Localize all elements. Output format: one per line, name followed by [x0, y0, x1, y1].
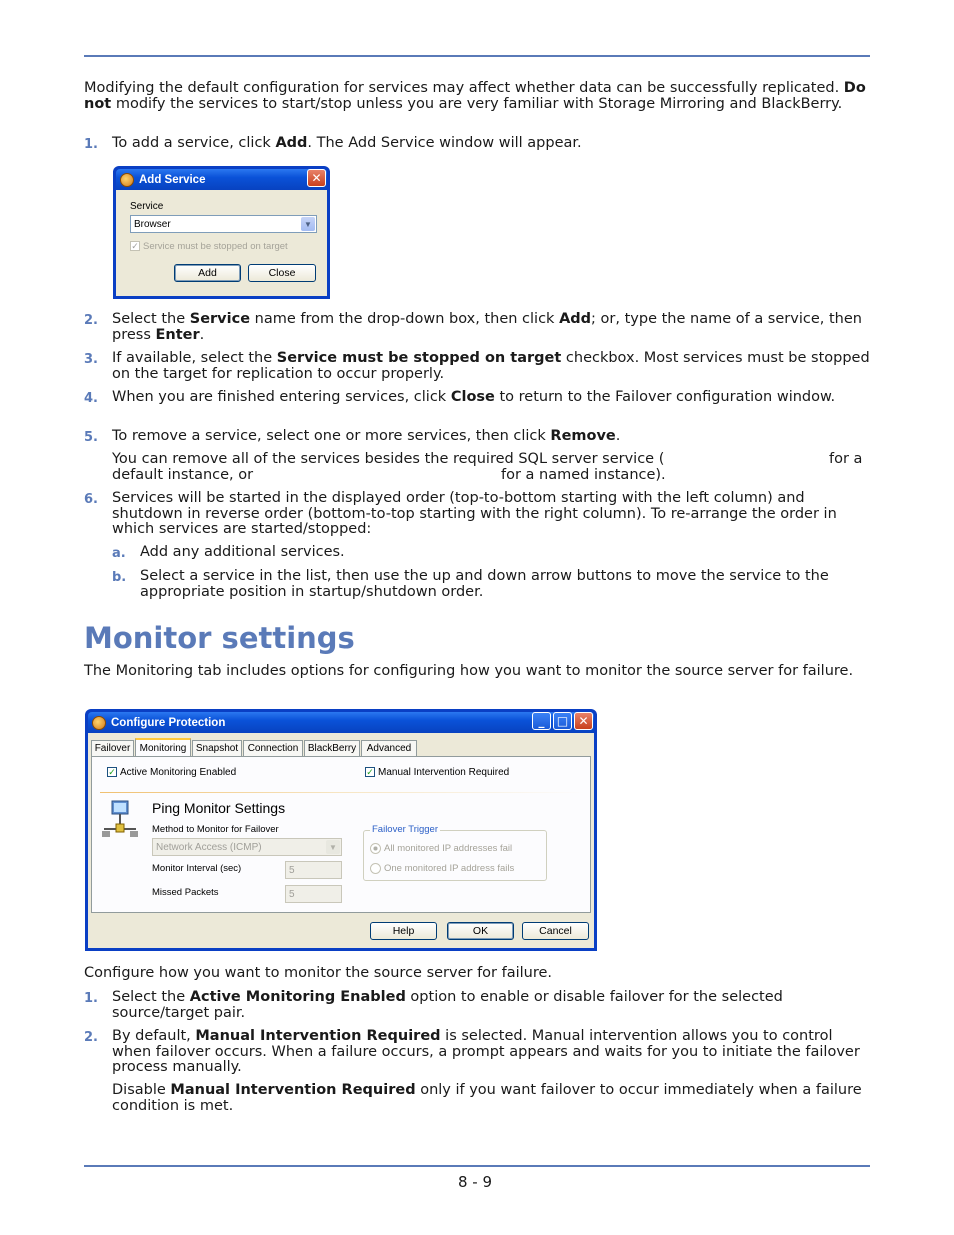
- step-1: [112, 136, 870, 152]
- add-button[interactable]: Add: [174, 264, 241, 282]
- intro-paragraph: [84, 81, 870, 112]
- note-text: You can remove all of the services besides the required SQL server service (: [112, 451, 665, 467]
- step-bold: Manual Intervention Required: [195, 1028, 441, 1044]
- maximize-icon[interactable]: □: [553, 712, 572, 730]
- step-bold: Add: [275, 135, 308, 151]
- manual-intervention-checkbox[interactable]: [365, 767, 509, 778]
- step-number: 4.: [84, 391, 98, 406]
- missed-value: 5: [289, 888, 295, 900]
- trigger-one-radio[interactable]: [370, 863, 514, 874]
- step-text: option to enable or disable failover for the selected source/target pair.: [112, 989, 783, 1021]
- note-text: for a named instance).: [501, 467, 666, 483]
- method-dropdown[interactable]: [152, 838, 342, 856]
- substep-letter: b.: [112, 570, 127, 585]
- checkbox-icon[interactable]: ✓: [108, 767, 116, 778]
- monitor-step-2: [112, 1029, 870, 1076]
- step-text: To add a service, click: [112, 135, 276, 151]
- step-text: By default,: [112, 1028, 196, 1044]
- step-text: is selected. Manual intervention allows you to control when failover occurs. When a failure occurs, a prompt appears and waits for you to initiate the failover process manually.: [112, 1028, 860, 1075]
- step-5: [112, 429, 870, 445]
- checkbox-label: Manual Intervention Required: [378, 767, 510, 778]
- active-monitoring-checkbox[interactable]: [107, 767, 236, 778]
- cancel-button[interactable]: Cancel: [522, 922, 589, 940]
- note-text: for a: [829, 451, 863, 467]
- step-text: to return to the Failover configuration window.: [494, 389, 836, 405]
- help-button[interactable]: Help: [370, 922, 437, 940]
- radio-label: One monitored IP address fails: [384, 863, 515, 875]
- close-button[interactable]: Close: [248, 264, 316, 282]
- method-value: Network Access (ICMP): [156, 841, 262, 853]
- configure-protection-window: [85, 709, 597, 951]
- service-dropdown[interactable]: [130, 215, 317, 233]
- step-text: . The Add Service window will appear.: [307, 135, 582, 151]
- interval-input[interactable]: [285, 861, 342, 879]
- app-icon: [120, 173, 134, 187]
- page-number: 8 - 9: [458, 1173, 493, 1191]
- step-number: 6.: [84, 492, 98, 507]
- tab-connection[interactable]: Connection: [243, 740, 303, 756]
- section-heading: Monitor settings: [84, 621, 355, 655]
- step-text: If available, select the: [112, 350, 277, 366]
- step-number: 2.: [84, 313, 98, 328]
- step-number: 5.: [84, 430, 98, 445]
- failover-trigger-group: [363, 824, 547, 881]
- disable-note: [112, 1083, 870, 1114]
- note-bold: Manual Intervention Required: [170, 1082, 416, 1098]
- configure-text: Configure how you want to monitor the source server for failure.: [84, 965, 553, 981]
- radio-icon[interactable]: [370, 843, 381, 854]
- step-text: .: [199, 326, 205, 343]
- radio-icon[interactable]: [370, 863, 381, 874]
- checkbox-icon[interactable]: ✓: [366, 767, 374, 778]
- note-text: Disable: [112, 1082, 171, 1098]
- radio-label: All monitored IP addresses fail: [384, 843, 513, 855]
- window-title: Configure Protection: [111, 716, 226, 729]
- tab-advanced[interactable]: Advanced: [361, 740, 417, 756]
- add-service-titlebar: [116, 169, 327, 190]
- step-number: 1.: [84, 991, 98, 1006]
- step-text: name from the drop-down box, then click: [250, 311, 560, 327]
- step-text: Select the: [112, 311, 190, 327]
- note-text: only if you want failover to occur immediately when a failure condition is met.: [112, 1082, 862, 1114]
- substep-b: Select a service in the list, then use the up and down arrow buttons to move the service to the appropriate position in startup/shutdown order.: [140, 568, 829, 600]
- trigger-all-radio[interactable]: [370, 843, 512, 854]
- configure-body: [88, 733, 594, 948]
- close-icon[interactable]: ✕: [307, 169, 326, 187]
- step-number: 1.: [84, 137, 98, 152]
- step-3: [112, 351, 870, 382]
- configure-titlebar: [88, 712, 594, 733]
- monitoring-panel: [91, 756, 591, 913]
- intro-text: Modifying the default configuration for services may affect whether data can be successfully replicated.: [84, 80, 840, 96]
- step-6: Services will be started in the displayed order (top-to-bottom starting with the left column) and shutdown in reverse order (bottom-to-top starting with the right column). To re-arrange the order in which services are started/stopped:: [112, 490, 837, 537]
- step-bold: Close: [450, 389, 495, 405]
- step-text: ; or, type the name of a service, then press: [112, 311, 862, 343]
- network-icon: [102, 799, 138, 839]
- ping-title: Ping Monitor Settings: [152, 800, 286, 816]
- missed-label: Missed Packets: [152, 887, 219, 898]
- step-number: 2.: [84, 1030, 98, 1045]
- step-text: To remove a service, select one or more services, then click: [112, 428, 551, 444]
- app-icon: [92, 716, 106, 730]
- close-icon[interactable]: ✕: [574, 712, 593, 730]
- substep-letter: a.: [112, 546, 126, 561]
- step-4: [112, 390, 870, 406]
- tab-blackberry[interactable]: BlackBerry: [304, 740, 360, 756]
- monitor-step-1: [112, 990, 870, 1021]
- checkbox-icon[interactable]: ✓: [131, 241, 139, 252]
- trigger-title: Failover Trigger: [372, 824, 438, 835]
- substep-a: Add any additional services.: [140, 544, 345, 560]
- minimize-icon[interactable]: _: [532, 712, 551, 730]
- note-text: default instance, or: [112, 467, 254, 483]
- step-bold: Enter: [155, 326, 200, 343]
- top-rule: [84, 55, 870, 57]
- stop-on-target-checkbox[interactable]: [130, 241, 288, 252]
- missed-input[interactable]: [285, 885, 342, 903]
- chevron-down-icon[interactable]: ▼: [301, 217, 315, 231]
- ok-button[interactable]: OK: [447, 922, 514, 940]
- service-value: Browser: [134, 218, 171, 230]
- step-bold: Service must be stopped on target: [276, 350, 562, 366]
- tab-monitoring[interactable]: Monitoring: [135, 738, 191, 756]
- interval-label: Monitor Interval (sec): [152, 863, 242, 874]
- step-5-note: [112, 452, 870, 484]
- step-bold: Add: [559, 311, 592, 327]
- step-text: Select the: [112, 989, 190, 1005]
- step-bold: Active Monitoring Enabled: [189, 989, 406, 1005]
- chevron-down-icon[interactable]: ▼: [326, 840, 340, 854]
- step-bold: Remove: [550, 428, 616, 444]
- window-title: Add Service: [139, 173, 206, 186]
- intro-text-2: modify the services to start/stop unless you are very familiar with Storage Mirroring and BlackBerry.: [115, 95, 843, 112]
- interval-value: 5: [289, 864, 295, 876]
- checkbox-label: Service must be stopped on target: [143, 241, 288, 252]
- step-text: When you are finished entering services, click: [112, 389, 451, 405]
- add-service-body: [116, 190, 327, 296]
- add-service-window: [113, 166, 330, 299]
- tab-snapshot[interactable]: Snapshot: [192, 740, 242, 756]
- step-bold: Service: [189, 311, 251, 327]
- step-number: 3.: [84, 352, 98, 367]
- tab-failover[interactable]: Failover: [91, 740, 134, 756]
- divider: [100, 792, 585, 793]
- step-text: .: [615, 428, 621, 444]
- monitor-intro: The Monitoring tab includes options for configuring how you want to monitor the source server for failure.: [84, 663, 854, 679]
- service-label: Service: [130, 201, 164, 212]
- bottom-rule: [84, 1165, 870, 1167]
- step-text: checkbox. Most services must be stopped on the target for replication to occur properly.: [112, 350, 870, 382]
- intro-bold: Do not: [84, 80, 866, 112]
- checkbox-label: Active Monitoring Enabled: [120, 767, 237, 778]
- method-label: Method to Monitor for Failover: [152, 824, 279, 835]
- step-2: [112, 312, 870, 343]
